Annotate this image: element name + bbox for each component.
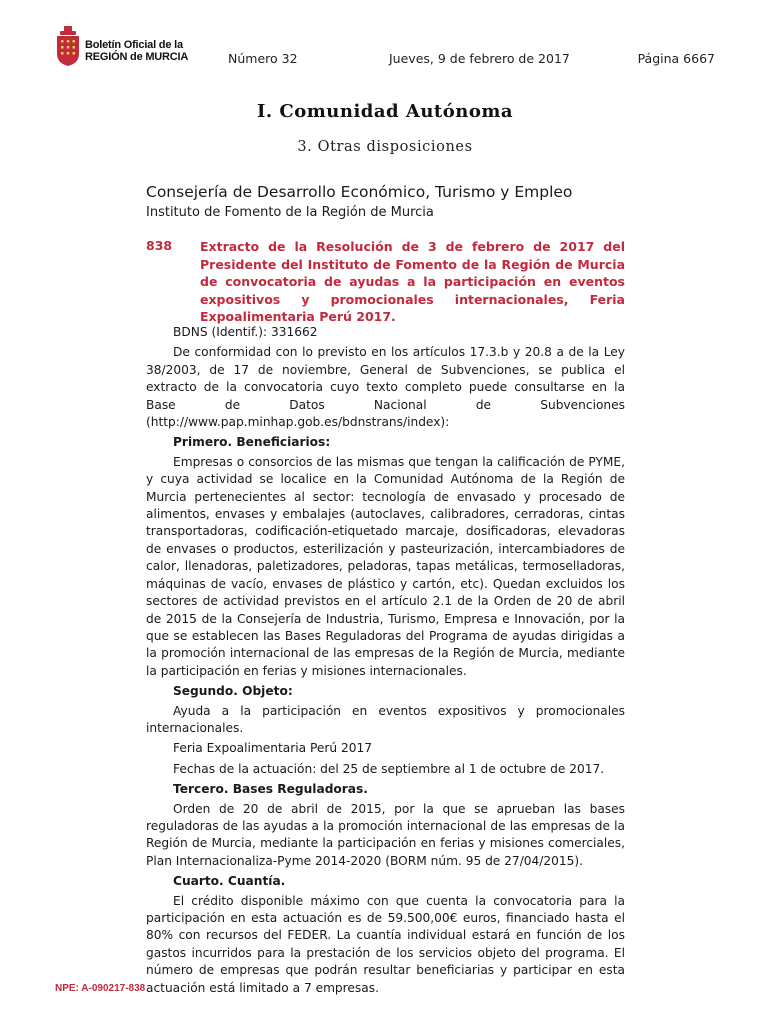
murcia-crest-icon [55, 26, 81, 66]
sub-organization: Instituto de Fomento de la Región de Murcia [146, 205, 434, 220]
logo-line-1: Boletín Oficial de la [85, 39, 183, 51]
announcement-number: 838 [146, 238, 173, 253]
logo-line-2: REGIÓN de MURCIA [85, 51, 189, 63]
document-body [146, 324, 625, 1000]
issue-number: Número 32 [228, 51, 298, 66]
npe-code: NPE: A-090217-838 [55, 983, 146, 994]
intro-paragraph: De conformidad con lo previsto en los artículos 17.3.b y 20.8 a de la Ley 38/2003, de 17 de noviembre, General de Subvenciones, se publica el extracto de la convocatoria cuyo texto completo puede consultarse en la Base de Datos Nacional de Subvenciones (http://www.pap.minhap.gob.es/bdnstrans/index): [146, 345, 625, 430]
paragraph-feria: Feria Expoalimentaria Perú 2017 [173, 741, 373, 756]
bdns-id: BDNS (Identif.): 331662 [173, 325, 318, 339]
heading-objeto: Segundo. Objeto: [173, 684, 293, 699]
page-number: Página 6667 [637, 51, 715, 66]
paragraph-bases: Orden de 20 de abril de 2015, por la que se aprueban las bases reguladoras de las ayudas a la promoción internacional de las empresas de la Región de Murcia, mediante la participación en ferias y misiones comerciales, Plan Internacionaliza-Pyme 2014-2020 (BORM núm. 95 de 27/04/2015). [146, 801, 625, 868]
issue-date: Jueves, 9 de febrero de 2017 [389, 51, 570, 66]
heading-beneficiarios: Primero. Beneficiarios: [173, 435, 331, 450]
paragraph-objeto: Ayuda a la participación en eventos expositivos y promocionales internacionales. [146, 703, 625, 735]
paragraph-fechas: Fechas de la actuación: del 25 de septiembre al 1 de octubre de 2017. [173, 761, 605, 776]
bulletin-logo [55, 26, 200, 70]
heading-bases: Tercero. Bases Reguladoras. [173, 782, 368, 797]
subsection-title: 3. Otras disposiciones [297, 139, 473, 155]
paragraph-beneficiarios: Empresas o consorcios de las mismas que tengan la calificación de PYME, y cuya actividad se localice en la Comunidad Autónoma de la Región de Murcia pertenecientes al sector: tecnología de envasado y procesado de alimentos, envases y embalajes (autoclaves, calibradores, cerradoras, cintas transportadoras, codificación-etiquetado marcaje, dosificadoras, elevadoras de envases o productos, esterilización y pasteurización, intercambiadores de calor, llenadoras, paletizadores, peladoras, tapas metálicas, termoselladoras, máquinas de vacío, envases de plástico y cartón, etc). Quedan excluidos los sectores de actividad previstos en el artículo 2.1 de la Orden de 20 de abril de 2015 de la Consejería de Industria, Turismo, Empresa e Innovación, por la que se establecen las Bases Reguladoras del Programa de ayudas dirigidas a la promoción internacional de las empresas de la Región de Murcia, mediante la participación en ferias y misiones internacionales. [146, 454, 625, 678]
paragraph-cuantia: El crédito disponible máximo con que cuenta la convocatoria para la participación en esta actuación es de 59.500,00€ euros, financiado hasta el 80% con recursos del FEDER. La cuantía individual estará en función de los gastos incurridos para la prestación de los servicios objeto del programa. El número de empresas que podrán resultar beneficiarias y participar en esta actuación está limitado a 7 empresas. [146, 893, 625, 995]
section-title: I. Comunidad Autónoma [256, 101, 514, 122]
heading-cuantia: Cuarto. Cuantía. [173, 874, 286, 889]
announcement-title: Extracto de la Resolución de 3 de febrero de 2017 del Presidente del Instituto de Fomento de la Región de Murcia de convocatoria de ayudas a la participación en eventos expositivos y promocionales internacionales, Feria Expoalimentaria Perú 2017. [200, 239, 625, 324]
organization: Consejería de Desarrollo Económico, Turismo y Empleo [146, 183, 573, 201]
